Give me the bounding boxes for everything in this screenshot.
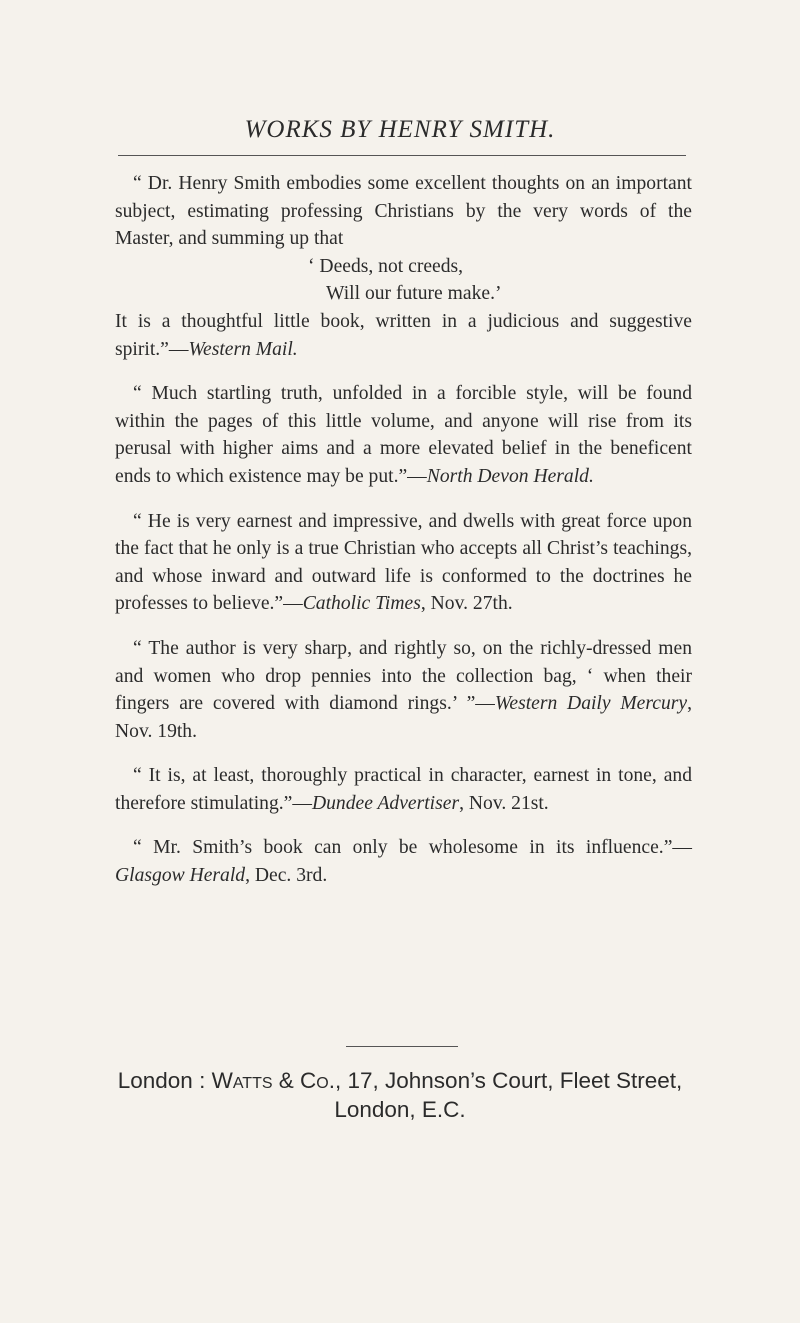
review-source: North Devon Herald. — [426, 465, 594, 487]
verse-line: ‘ Deeds, not creeds, — [308, 255, 464, 277]
review-western-daily-mercury — [115, 635, 692, 745]
imprint-prefix: London : — [117, 1068, 212, 1093]
review-date: , Nov. 21st. — [459, 792, 549, 814]
review-text: “ Much startling truth, unfolded in a forcible style, will be found within the pages of this little volume, and anyone will rise from its perusal with higher aims and a more elevated belief in the beneficent ends to which existence may be put.”— — [115, 383, 692, 487]
review-text: “ It is, at least, thoroughly practical in character, earnest in tone, and therefore stimulating.”— — [115, 765, 692, 814]
imprint-line-1 — [0, 1066, 800, 1095]
publisher-imprint — [0, 1066, 800, 1124]
review-source: Western Daily Mercury — [494, 693, 688, 715]
review-date: , Nov. 19th. — [115, 693, 692, 742]
publisher-address: , 17, Johnson’s Court, Fleet Street, — [334, 1068, 683, 1093]
review-western-mail — [115, 170, 692, 363]
review-text: “ He is very earnest and impressive, and dwells with great force upon the fact that he only is a true Christian who accepts all Christ’s teachings, and whose inward and outward life is conformed to the doctrines he professes to believe.”— — [115, 510, 692, 615]
review-list — [115, 170, 692, 907]
review-source: Western Mail. — [188, 338, 298, 360]
review-catholic-times — [115, 508, 692, 618]
review-text: “ The author is very sharp, and rightly so, on the richly-dressed men and women who drop pennies into the collection bag, ‘ when their fingers are covered with diamond rings.’ ”— — [115, 637, 692, 715]
review-text: It is a thoughtful little book, written in a judicious and suggestive spirit.”— — [115, 310, 692, 360]
review-text: “ Mr. Smith’s book can only be wholesome in its influence.”— — [133, 837, 692, 859]
review-text-cont — [115, 308, 692, 363]
review-source: Dundee Advertiser — [311, 792, 460, 814]
review-dundee-advertiser — [115, 762, 692, 817]
review-source: Catholic Times — [302, 593, 421, 615]
review-date: , Nov. 27th. — [420, 593, 513, 615]
imprint-line-2: London, E.C. — [334, 1097, 466, 1122]
review-date: , Dec. 3rd. — [245, 865, 328, 887]
review-text: “ Dr. Henry Smith embodies some excellent thoughts on an important subject, estimating professing Christians by the very words of the Master, and summing up that — [115, 173, 692, 250]
verse-line: Will our future make.’ — [326, 283, 502, 305]
review-glasgow-herald — [115, 834, 692, 889]
header-rule — [118, 155, 686, 156]
review-north-devon-herald — [115, 380, 692, 490]
page-header: WORKS BY HENRY SMITH. — [244, 116, 556, 143]
quoted-verse — [115, 253, 692, 308]
review-source: Glasgow Herald — [115, 865, 246, 887]
publisher-name: Watts & Co. — [211, 1068, 335, 1093]
footer-rule — [346, 1046, 458, 1047]
